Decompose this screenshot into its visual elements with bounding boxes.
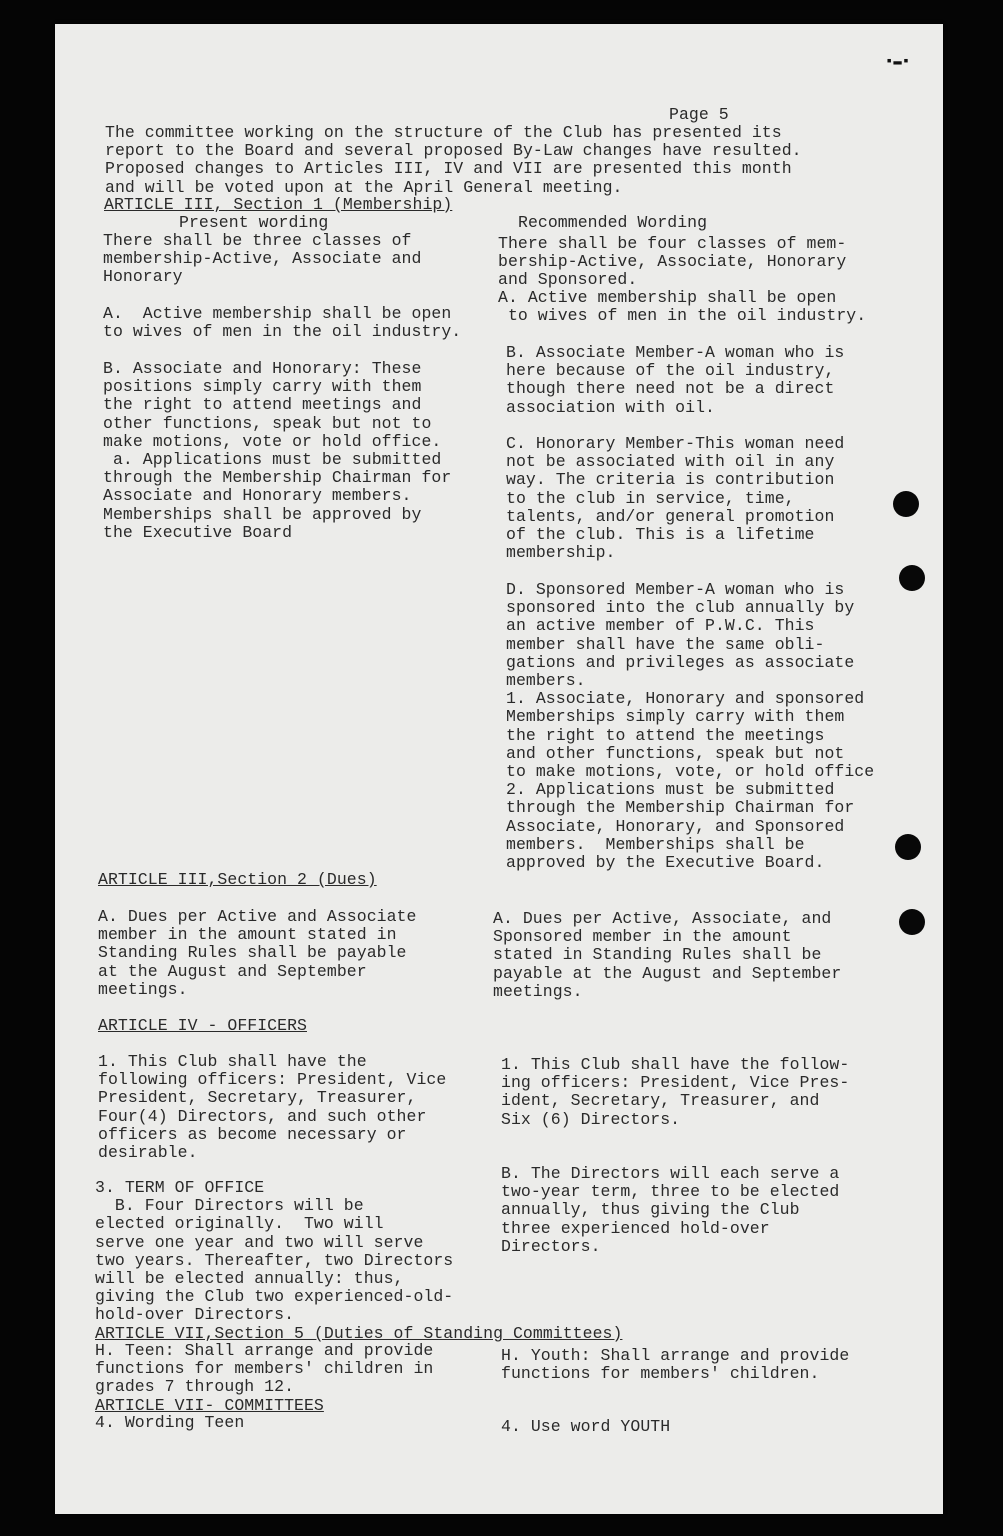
punch-hole [899, 565, 925, 591]
punch-hole [893, 491, 919, 517]
present-teen-committee: H. Teen: Shall arrange and provide functions for members' children in grades 7 through 12. [95, 1341, 434, 1397]
page-number: Page 5 [669, 105, 729, 124]
present-wording-teen: 4. Wording Teen [95, 1413, 245, 1432]
article3-section2-heading: ARTICLE III,Section 2 (Dues) [98, 870, 377, 889]
article7-section5-heading: ARTICLE VII,Section 5 (Duties of Standing Committees) [95, 1324, 623, 1343]
present-associate-honorary: B. Associate and Honorary: These positions simply carry with them the right to attend meetings and other functions, speak but not to make motions, vote or hold office. a. Applications must be submitted through the Membership Chairman for Associate and Honorary members. Memberships shall be approved by the Executive Board [103, 359, 452, 542]
present-term-of-office: 3. TERM OF OFFICE B. Four Directors will be elected originally. Two will serve one year and two will serve two years. Thereafter, two Directors will be elected annually: thus, giving the Club two experienced-old- hold-over Directors. [95, 1178, 454, 1325]
article4-heading: ARTICLE IV - OFFICERS [98, 1016, 307, 1035]
recommended-officers: 1. This Club shall have the follow- ing officers: President, Vice Pres- ident, Secretary, Treasurer, and Six (6) Directors. [501, 1055, 850, 1129]
punch-hole [895, 834, 921, 860]
present-wording-label: Present wording [179, 213, 329, 232]
recommended-membership-classes: There shall be four classes of mem- bership-Active, Associate, Honorary and Sponsored. [498, 234, 847, 290]
recommended-youth-committee: H. Youth: Shall arrange and provide functions for members' children. [501, 1346, 850, 1384]
present-dues: A. Dues per Active and Associate member in the amount stated in Standing Rules shall be payable at the August and September meetings. [98, 907, 417, 999]
present-officers: 1. This Club shall have the following officers: President, Vice President, Secretary, Treasurer, Four(4) Directors, and such other officers as become necessary or desirable. [98, 1052, 447, 1163]
punch-hole [899, 909, 925, 935]
recommended-sponsored-member: D. Sponsored Member-A woman who is sponsored into the club annually by an active member of P.W.C. This member shall have the same obli- gations and privileges as associate members. 1. Associate, Honorary and sponsored Memberships simply carry with them the right to attend the meetings and other functions, speak but not to make motions, vote, or hold office 2. Applications must be submitted through the Membership Chairman for Associate, Honorary, and Sponsored members. Memberships shall be approved by the Executive Board. [506, 580, 875, 873]
article3-section1-heading: ARTICLE III, Section 1 (Membership) [104, 195, 453, 214]
recommended-associate-member: B. Associate Member-A woman who is here because of the oil industry, though there need not be a direct association with oil. [506, 343, 845, 417]
present-membership-classes: There shall be three classes of membership-Active, Associate and Honorary [103, 231, 422, 287]
recommended-dues: A. Dues per Active, Associate, and Sponsored member in the amount stated in Standing Rules shall be payable at the August and September meetings. [493, 909, 842, 1001]
recommended-use-youth: 4. Use word YOUTH [501, 1417, 671, 1436]
recommended-directors-term: B. The Directors will each serve a two-year term, three to be elected annually, thus giving the Club three experienced hold-over Directors. [501, 1164, 840, 1256]
present-active-membership: A. Active membership shall be open to wives of men in the oil industry. [103, 304, 462, 342]
recommended-honorary-member: C. Honorary Member-This woman need not be associated with oil in any way. The criteria is contribution to the club in service, time, talents, and/or general promotion of the club. This is a lifetime membership. [506, 434, 845, 563]
recommended-wording-label: Recommended Wording [518, 213, 708, 232]
intro-paragraph: The committee working on the structure of the Club has presented its report to the Board and several proposed By-Law changes have resulted. Proposed changes to Articles III, IV and VII are presented this month and will be voted upon at the April General meeting. [105, 123, 802, 197]
article7-heading: ARTICLE VII- COMMITTEES [95, 1396, 324, 1415]
document-page [55, 24, 943, 1514]
corner-mark: ▪▬▪ [885, 54, 911, 70]
recommended-active-membership: A. Active membership shall be open to wives of men in the oil industry. [498, 288, 867, 326]
